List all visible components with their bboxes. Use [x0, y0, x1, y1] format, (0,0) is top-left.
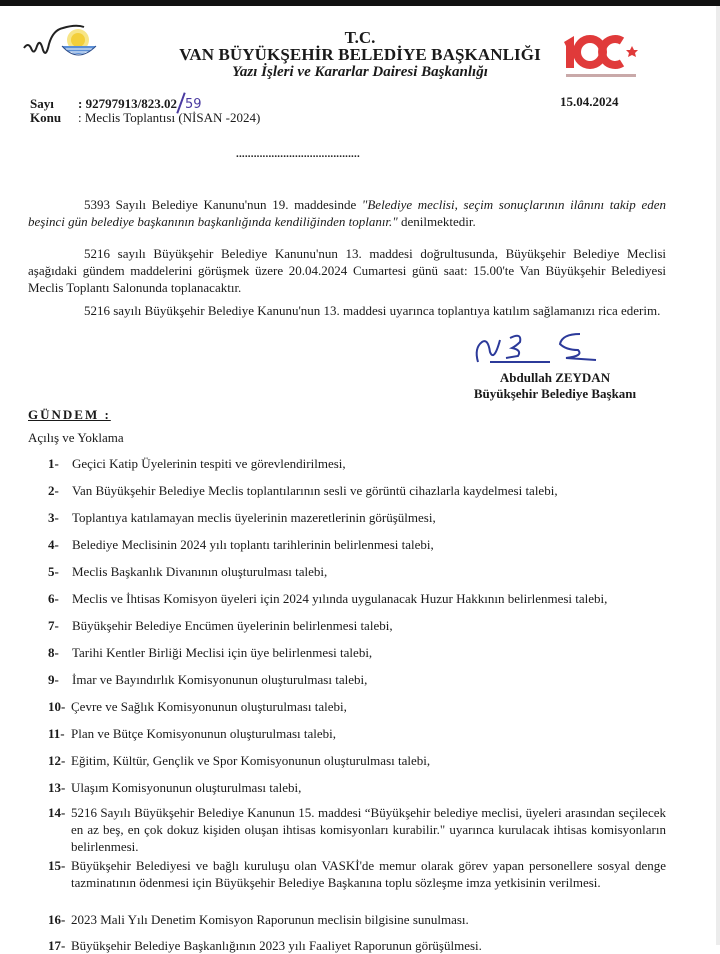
agenda-item: [48, 911, 666, 928]
logo-caption: [566, 74, 636, 77]
p2-text: 5216 sayılı Büyükşehir Belediye Kanunu'nun 13. maddesi doğrultusunda, Büyükşehir Belediye Meclisi aşağıdaki gündem maddelerini görüşmek üzere 20.04.2024 Cumartesi günü saat: 15.00'te Van Büyükşehir Belediyesi Meclis Toplantı Salonunda toplanacaktır.: [28, 246, 666, 295]
konu-label: Konu: [30, 110, 62, 125]
agenda-item-text: İmar ve Bayındırlık Komisyonunun oluşturulması talebi,: [72, 672, 368, 687]
sayi-label: Sayı: [30, 96, 54, 111]
republic-100-logo: [560, 32, 650, 82]
agenda-item: [48, 617, 666, 634]
agenda-item-text: Tarihi Kentler Birliği Meclisi için üye belirlenmesi talebi,: [72, 645, 373, 660]
agenda-item-text: Meclis Başkanlık Divanının oluşturulması talebi,: [72, 564, 328, 579]
agenda-item-text: Belediye Meclisinin 2024 yılı toplantı tarihlerinin belirlenmesi talebi,: [72, 537, 434, 552]
header-institution: VAN BÜYÜKŞEHİR BELEDİYE BAŞKANLIĞI: [179, 45, 541, 64]
agenda-item-number: 3-: [48, 510, 59, 525]
agenda-item: [48, 455, 666, 472]
agenda-item-text: Geçici Katip Üyelerinin tespiti ve görevlendirilmesi,: [72, 456, 346, 471]
agenda-item: [48, 590, 666, 607]
agenda-item-number: 4-: [48, 537, 59, 552]
republic-100-icon: [560, 32, 650, 77]
handwritten-number: 59: [184, 97, 202, 112]
p3-text: 5216 sayılı Büyükşehir Belediye Kanunu'nun 13. maddesi uyarınca toplantıya katılım sağlamanızı rica ederim.: [84, 303, 661, 318]
agenda-item-text: Toplantıya katılamayan meclis üyelerinin mazeretlerinin görüşülmesi,: [72, 510, 436, 525]
agenda-item-text: 2023 Mali Yılı Denetim Komisyon Raporunun meclisin bilgisine sunulması.: [71, 912, 469, 927]
agenda-item-number: 15-: [48, 858, 66, 873]
agenda-item-text: Plan ve Bütçe Komisyonunun oluşturulması talebi,: [71, 726, 337, 741]
agenda-item-number: 10-: [48, 699, 66, 714]
agenda-item-number: 14-: [48, 805, 66, 820]
agenda-item-text: Büyükşehir Belediye Başkanlığının 2023 yılı Faaliyet Raporunun görüşülmesi.: [71, 938, 482, 953]
p1-end: denilmektedir.: [397, 214, 476, 229]
agenda-item: [48, 725, 666, 742]
agenda-item: [48, 536, 666, 553]
p1-quote: "Belediye meclisi, seçim sonuçlarının ilânını takip eden beşinci gün belediye başkanının başkanlığında kendiliğinden toplanır.": [28, 197, 666, 229]
agenda-item: [48, 482, 666, 499]
agenda-item-number: 8-: [48, 645, 59, 660]
agenda-item-number: 6-: [48, 591, 59, 606]
agenda-item: [48, 937, 666, 954]
header-tc: T.C.: [344, 28, 376, 47]
subject: [30, 110, 260, 126]
agenda-item-number: 11-: [48, 726, 65, 741]
agenda-item-text: Büyükşehir Belediye Encümen üyelerinin belirlenmesi talebi,: [72, 618, 393, 633]
addressee-placeholder: ..........................................: [236, 148, 360, 160]
agenda-item-text: Eğitim, Kültür, Gençlik ve Spor Komisyonunun oluşturulması talebi,: [71, 753, 431, 768]
konu-value: : Meclis Toplantısı (NİSAN -2024): [78, 110, 261, 125]
agenda-heading: GÜNDEM :: [28, 407, 111, 422]
signatory-title: Büyükşehir Belediye Başkanı: [473, 386, 637, 401]
agenda-item-text: Çevre ve Sağlık Komisyonunun oluşturulması talebi,: [71, 699, 347, 714]
paragraph-2: [28, 245, 666, 296]
agenda-item-text: 5216 Sayılı Büyükşehir Belediye Kanunun 15. maddesi “Büyükşehir belediye meclisi, üyeleri arasından seçilecek en az beş, en çok dokuz kişiden oluşan ihtisas komisyonları kurabilir." uyarınca kurulacak ihtisas komisyonların belirlenmesi.: [71, 805, 666, 854]
sayi-value: : 92797913/823.02: [78, 96, 177, 111]
top-dark-bar: [0, 0, 720, 6]
agenda-item-number: 2-: [48, 483, 59, 498]
page-edge: [716, 6, 720, 945]
agenda-item-number: 12-: [48, 753, 66, 768]
agenda-item: [48, 671, 666, 688]
agenda-item: [48, 644, 666, 661]
agenda-item: [48, 857, 666, 891]
document-date: 15.04.2024: [560, 94, 619, 109]
signatory-name: Abdullah ZEYDAN: [499, 370, 611, 385]
agenda-item-number: 1-: [48, 456, 59, 471]
agenda-item-number: 17-: [48, 938, 66, 953]
agenda-item-text: Ulaşım Komisyonunun oluşturulması talebi,: [71, 780, 302, 795]
agenda-item-number: 9-: [48, 672, 59, 687]
agenda-item: [48, 563, 666, 580]
agenda-item-number: 13-: [48, 780, 66, 795]
agenda-item-text: Büyükşehir Belediyesi ve bağlı kuruluşu olan VASKİ'de memur olarak görev yapan personellere sosyal denge tazminatının ödenmesi için Büyükşehir Belediye Başkanına toplu sözleşme imza yetkisinin verilmesi.: [71, 858, 666, 890]
agenda-item: [48, 698, 666, 715]
header-department: Yazı İşleri ve Kararlar Dairesi Başkanlığı: [232, 64, 488, 80]
agenda-item-number: 16-: [48, 912, 66, 927]
agenda-item: [48, 752, 666, 769]
agenda-item-text: Meclis ve İhtisas Komisyon üyeleri için 2024 yılında uygulanacak Huzur Hakkının belirlenmesi talebi,: [72, 591, 608, 606]
agenda-item-text: Van Büyükşehir Belediye Meclis toplantılarının sesli ve görüntü cihazlarla kaydelmesi talebi,: [72, 483, 558, 498]
signature-icon: [470, 328, 610, 368]
p1-text: 5393 Sayılı Belediye Kanunu'nun 19. maddesinde: [84, 197, 362, 212]
agenda-item-number: 7-: [48, 618, 59, 633]
paragraph-1: [28, 196, 666, 230]
agenda-opening: Açılış ve Yoklama: [28, 430, 124, 445]
agenda-item: [48, 509, 666, 526]
agenda-item-number: 5-: [48, 564, 59, 579]
paragraph-3: [28, 302, 666, 319]
agenda-item: [48, 779, 666, 796]
agenda-item: [48, 804, 666, 855]
